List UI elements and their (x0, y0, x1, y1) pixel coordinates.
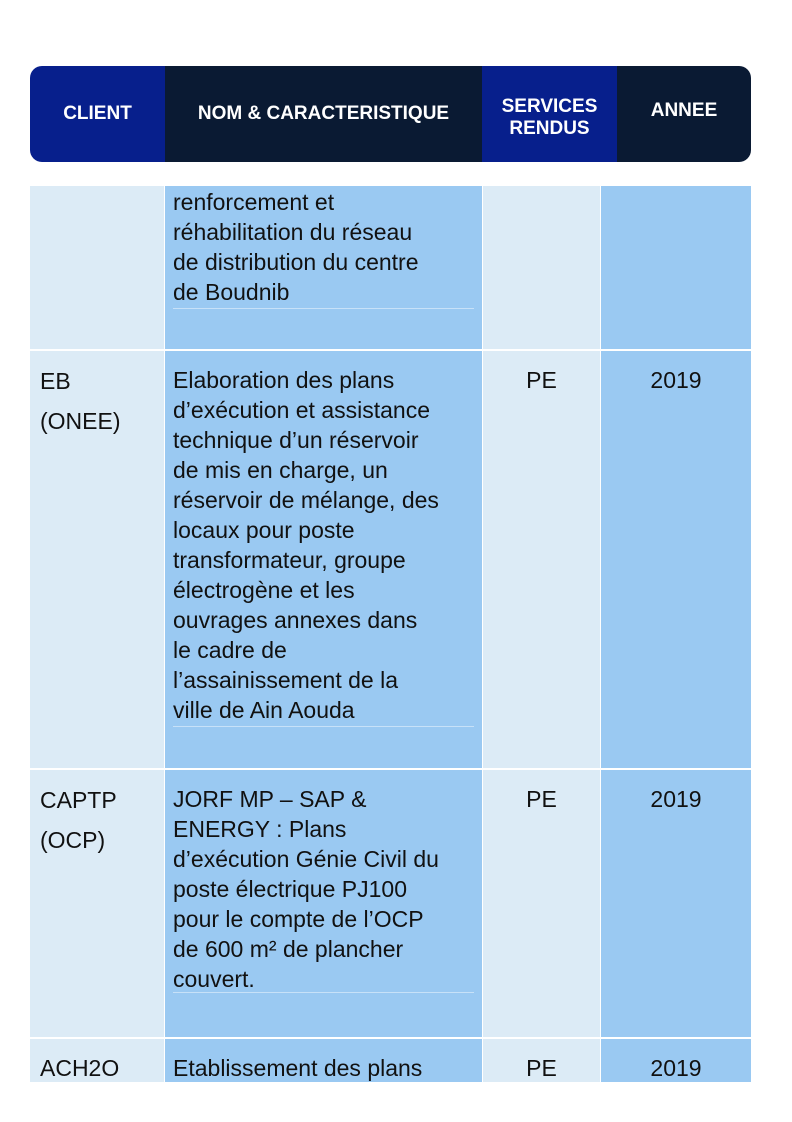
nom-line: d’exécution Génie Civil du (173, 846, 439, 872)
nom-line: réhabilitation du réseau (173, 219, 413, 245)
client-cell (30, 770, 165, 1039)
cell-rule (173, 308, 474, 309)
nom-line: locaux pour poste (173, 517, 355, 543)
nom-line: Etablissement des plans (173, 1055, 423, 1081)
nom-line: Elaboration des plans (173, 367, 395, 393)
nom-line: JORF MP – SAP & (173, 786, 367, 812)
service-cell (483, 186, 601, 351)
nom-line: renforcement et (173, 189, 335, 215)
table-header (30, 66, 751, 162)
table-row (30, 1039, 751, 1082)
service-cell: PE (483, 1039, 601, 1082)
cell-rule (173, 992, 474, 993)
nom-cell (165, 186, 483, 351)
nom-cell (165, 351, 483, 770)
nom-line: électrogène et les (173, 577, 355, 603)
client-name: ACH2O (40, 1055, 120, 1081)
nom-line: ouvrages annexes dans (173, 607, 418, 633)
nom-line: d’exécution et assistance (173, 397, 430, 423)
nom-line: de distribution du centre (173, 249, 419, 275)
annee-cell: 2019 (601, 351, 751, 770)
annee-cell (601, 186, 751, 351)
header-client: CLIENT (30, 66, 165, 162)
client-cell (30, 186, 165, 351)
nom-line: de Boudnib (173, 279, 290, 305)
nom-line: l’assainissement de la (173, 667, 399, 693)
header-nom-caracteristique: NOM & CARACTERISTIQUE (165, 66, 482, 162)
nom-line: le cadre de (173, 637, 287, 663)
nom-line: pour le compte de l’OCP (173, 906, 424, 932)
service-cell: PE (483, 351, 601, 770)
header-services-line2: RENDUS (509, 118, 590, 139)
nom-line: poste électrique PJ100 (173, 876, 407, 902)
nom-line: couvert. (173, 966, 255, 992)
service-cell: PE (483, 770, 601, 1039)
client-name: EB (40, 368, 71, 394)
nom-line: de mis en charge, un (173, 457, 388, 483)
cell-rule (173, 726, 474, 727)
annee-cell: 2019 (601, 770, 751, 1039)
client-cell (30, 1039, 165, 1082)
nom-line: réservoir de mélange, des (173, 487, 439, 513)
nom-cell (165, 1039, 483, 1082)
table-row (30, 770, 751, 1039)
nom-line: transformateur, groupe (173, 547, 406, 573)
table-row (30, 186, 751, 351)
client-org: (OCP) (40, 827, 106, 853)
client-cell (30, 351, 165, 770)
header-services-rendus (482, 66, 617, 162)
annee-cell: 2019 (601, 1039, 751, 1082)
client-name: CAPTP (40, 787, 117, 813)
references-table (30, 186, 751, 1082)
nom-line: ENERGY : Plans (173, 816, 347, 842)
header-annee: ANNEE (617, 66, 751, 162)
nom-line: technique d’un réservoir (173, 427, 419, 453)
nom-line: de 600 m² de plancher (173, 936, 404, 962)
nom-cell (165, 770, 483, 1039)
header-services-line1: SERVICES (501, 96, 598, 117)
table-row (30, 351, 751, 770)
client-org: (ONEE) (40, 408, 121, 434)
nom-line: ville de Ain Aouda (173, 697, 355, 723)
